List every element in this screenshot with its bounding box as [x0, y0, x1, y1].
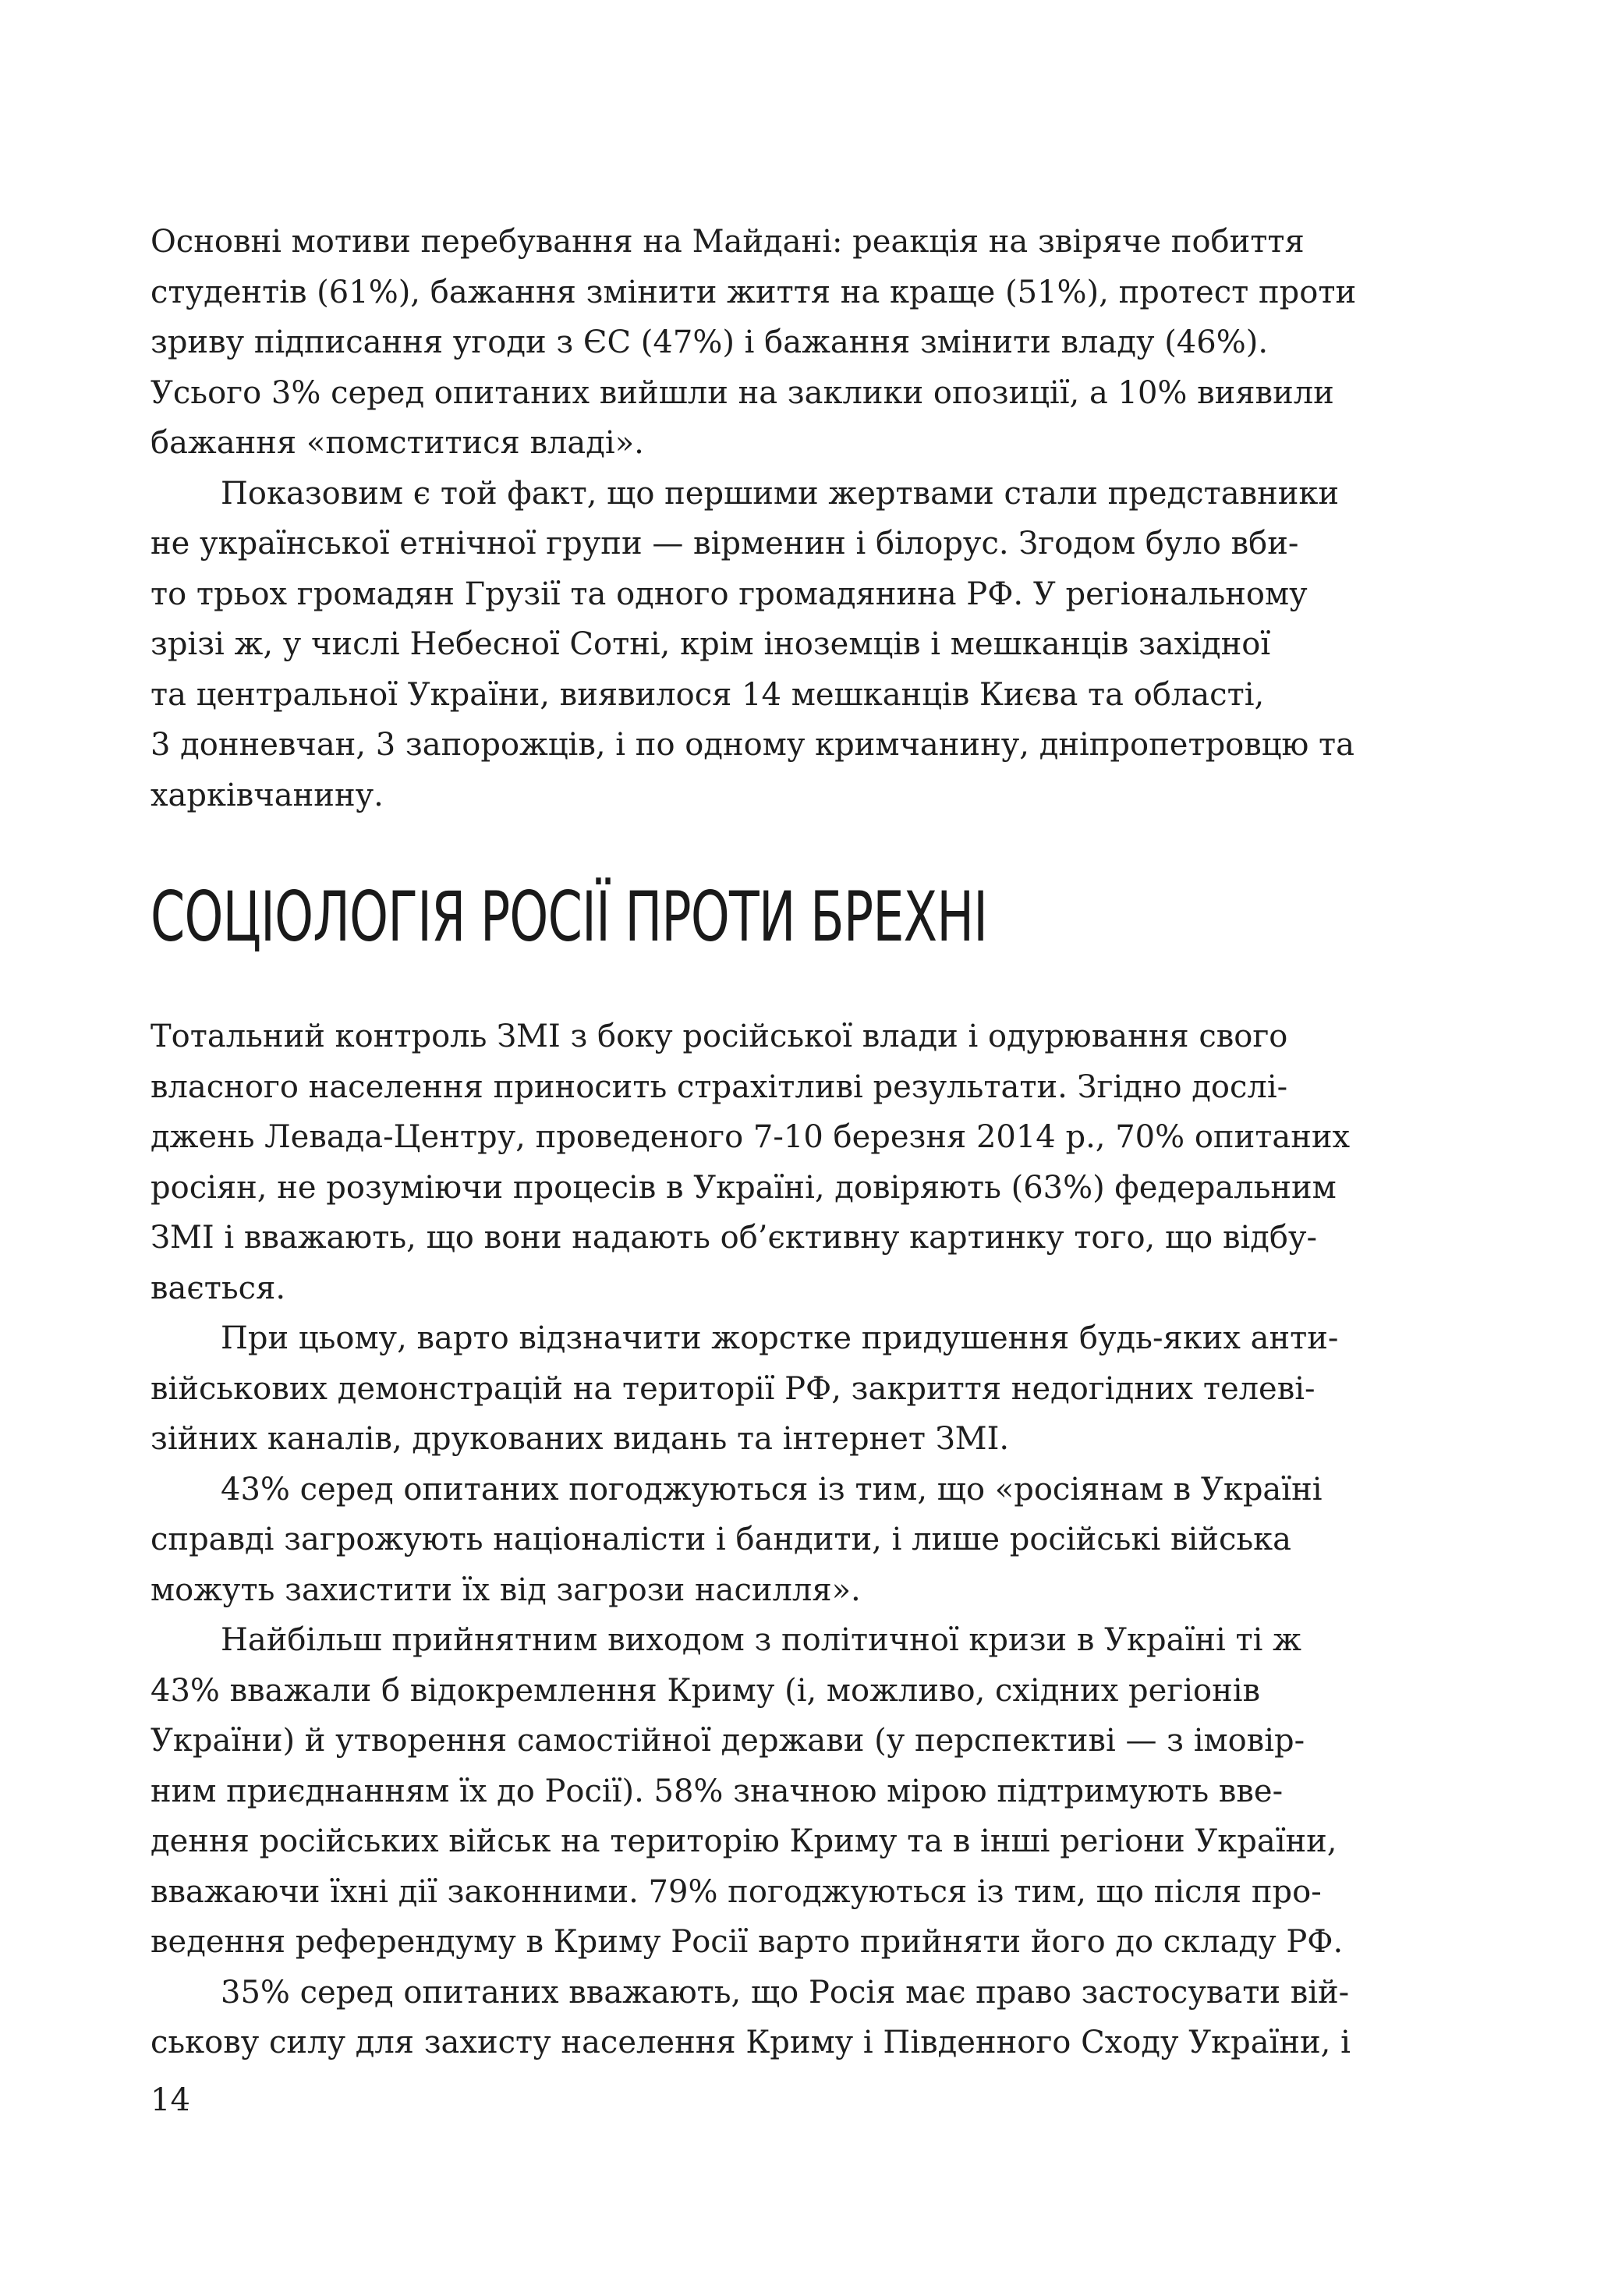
text-line: вається.	[150, 1270, 286, 1306]
paragraph	[150, 1465, 1398, 1616]
paragraph	[150, 1968, 1398, 2068]
text-line: власного населення приносить страхітливі результати. Згідно дослі-	[150, 1068, 1288, 1105]
text-line: можуть захистити їх від загрози насилля».	[150, 1571, 861, 1608]
text-line: Показовим є той факт, що першими жертвами стали представники	[221, 475, 1340, 512]
text-line: Найбільш прийнятним виходом з політичної кризи в Україні ті ж	[221, 1622, 1301, 1658]
paragraph	[150, 1615, 1398, 1968]
text-line: 43% вважали б відокремлення Криму (і, можливо, східних регіонів	[150, 1672, 1261, 1709]
text-line: джень Левада-Центру, проведеного 7-10 березня 2014 р., 70% опитаних	[150, 1119, 1351, 1155]
text-line: справді загрожують націоналісти і бандити, і лише російські війська	[150, 1522, 1291, 1557]
text-line: та центральної України, виявилося 14 мешканців Києва та області,	[150, 676, 1265, 713]
text-line: ним приєднанням їх до Росії). 58% значною мірою підтримують вве-	[150, 1773, 1284, 1809]
text-line: зійних каналів, друкованих видань та інтернет ЗМІ.	[150, 1421, 1010, 1457]
text-line: України) й утворення самостійної держави (у перспективі — з імовір-	[150, 1723, 1305, 1759]
text-line: 43% серед опитаних погоджуються із тим, що «росіянам в Україні	[221, 1471, 1323, 1508]
text-line: зриву підписання угоди з ЄС (47%) і бажання змінити владу (46%).	[150, 324, 1269, 360]
text-line: дення російських військ на територію Криму та в інші регіони України,	[150, 1823, 1337, 1859]
body-text-top	[150, 217, 1398, 820]
text-line: Тотальний контроль ЗМІ з боку російської влади і одурювання свого	[150, 1019, 1288, 1054]
paragraph	[150, 217, 1398, 469]
text-line: бажання «помститися владі».	[150, 425, 644, 461]
text-line: то трьох громадян Грузії та одного громадянина РФ. У регіональному	[150, 576, 1308, 612]
paragraph	[150, 1012, 1398, 1313]
text-line: 35% серед опитаних вважають, що Росія має право застосувати вій-	[221, 1974, 1350, 2011]
text-line: вважаючи їхні дії законними. 79% погоджуються із тим, що після про-	[150, 1873, 1322, 1910]
text-line: Усього 3% серед опитаних вийшли на заклики опозиції, а 10% виявили	[150, 374, 1334, 411]
page-number: 14	[150, 2082, 190, 2118]
paragraph	[150, 469, 1398, 821]
text-line: студентів (61%), бажання змінити життя на краще (51%), протест проти	[150, 274, 1357, 310]
text-line: зрізі ж, у числі Небесної Сотні, крім іноземців і мешканців західної	[150, 626, 1271, 662]
text-line: ськову силу для захисту населення Криму і Південного Сходу України, і	[150, 2025, 1351, 2060]
section-heading: СОЦІОЛОГІЯ РОСІЇ ПРОТИ БРЕХНІ	[150, 877, 988, 957]
text-line: не української етнічної групи — вірменин і білорус. Згодом було вби-	[150, 526, 1299, 562]
text-line: ведення референдуму в Криму Росії варто прийняти його до складу РФ.	[150, 1924, 1344, 1960]
text-line: військових демонстрацій на території РФ, закриття недогідних телеві-	[150, 1370, 1315, 1407]
paragraph	[150, 1313, 1398, 1465]
text-line: харківчанину.	[150, 777, 384, 813]
text-line: ЗМІ і вважають, що вони надають об’єктивну картинку того, що відбу-	[150, 1220, 1318, 1256]
text-line: Основні мотиви перебування на Майдані: реакція на звіряче побиття	[150, 224, 1305, 260]
body-text-bottom	[150, 1012, 1398, 2068]
text-line: росіян, не розуміючи процесів в Україні, довіряють (63%) федеральним	[150, 1169, 1337, 1206]
text-line: 3 донневчан, 3 запорожців, і по одному кримчанину, дніпропетровцю та	[150, 727, 1355, 763]
text-line: При цьому, варто відзначити жорстке придушення будь-яких анти-	[221, 1320, 1339, 1356]
